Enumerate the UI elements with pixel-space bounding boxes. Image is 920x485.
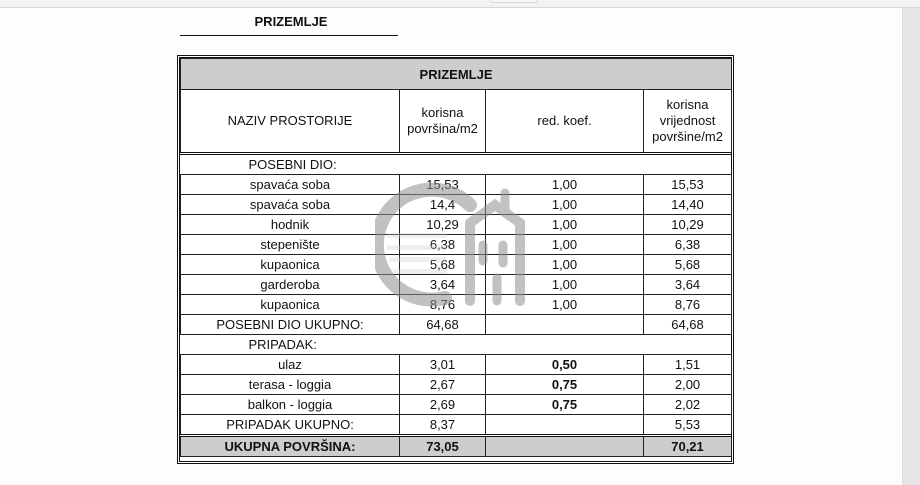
- coef-value: 0,50: [486, 355, 644, 375]
- table-row: [181, 235, 732, 255]
- column-header-name: NAZIV PROSTORIJE: [181, 90, 400, 154]
- useful-value: 15,53: [644, 175, 732, 195]
- useful-value: 14,40: [644, 195, 732, 215]
- area-value: 6,38: [400, 235, 486, 255]
- area-value: 10,29: [400, 215, 486, 235]
- table-row: [181, 215, 732, 235]
- useful-value: 5,68: [644, 255, 732, 275]
- coef-value: 1,00: [486, 295, 644, 315]
- room-name: balkon - loggia: [181, 395, 400, 415]
- coef-value: 1,00: [486, 275, 644, 295]
- total-row: [181, 436, 732, 457]
- coef-value: 1,00: [486, 195, 644, 215]
- useful-value: 10,29: [644, 215, 732, 235]
- area-value: 2,67: [400, 375, 486, 395]
- area-value: 64,68: [400, 315, 486, 335]
- room-name: kupaonica: [181, 295, 400, 315]
- room-name: UKUPNA POVRŠINA:: [181, 436, 400, 457]
- table-row: [181, 395, 732, 415]
- top-toolbar: [0, 0, 920, 8]
- room-name: PRIPADAK UKUPNO:: [181, 415, 400, 436]
- useful-value: 2,02: [644, 395, 732, 415]
- table-title: PRIZEMLJE: [181, 59, 732, 90]
- useful-value: 6,38: [644, 235, 732, 255]
- coef-value: 1,00: [486, 255, 644, 275]
- room-name: spavaća soba: [181, 195, 400, 215]
- area-value: 14,4: [400, 195, 486, 215]
- coef-value: 1,00: [486, 235, 644, 255]
- room-name: spavaća soba: [181, 175, 400, 195]
- useful-value: 64,68: [644, 315, 732, 335]
- table-title-row: [181, 59, 732, 90]
- table-row: [181, 375, 732, 395]
- area-value: 8,76: [400, 295, 486, 315]
- area-value: 73,05: [400, 436, 486, 457]
- room-name: hodnik: [181, 215, 400, 235]
- toolbar-tab[interactable]: [490, 0, 538, 3]
- page-heading: PRIZEMLJE: [180, 14, 398, 36]
- section-label-row: [181, 154, 732, 175]
- area-value: 2,69: [400, 395, 486, 415]
- coef-value: [486, 315, 644, 335]
- coef-value: 1,00: [486, 215, 644, 235]
- room-name: terasa - loggia: [181, 375, 400, 395]
- room-name: ulaz: [181, 355, 400, 375]
- column-header-area: korisna površina/m2: [400, 90, 486, 154]
- useful-value: 8,76: [644, 295, 732, 315]
- useful-value: 1,51: [644, 355, 732, 375]
- coef-value: 0,75: [486, 395, 644, 415]
- subtotal-row: [181, 415, 732, 436]
- area-value: 3,01: [400, 355, 486, 375]
- coef-value: 1,00: [486, 175, 644, 195]
- table-row: [181, 195, 732, 215]
- subtotal-row: [181, 315, 732, 335]
- area-value: 3,64: [400, 275, 486, 295]
- table-row: [181, 295, 732, 315]
- side-panel[interactable]: [902, 8, 920, 485]
- table-row: [181, 255, 732, 275]
- section-label-row: [181, 335, 732, 355]
- useful-value: 3,64: [644, 275, 732, 295]
- area-value: 5,68: [400, 255, 486, 275]
- room-name: garderoba: [181, 275, 400, 295]
- section-label: PRIPADAK:: [181, 335, 732, 355]
- area-table-container: [177, 55, 734, 464]
- table-row: [181, 175, 732, 195]
- area-value: 15,53: [400, 175, 486, 195]
- section-label: POSEBNI DIO:: [181, 154, 732, 175]
- table-row: [181, 355, 732, 375]
- area-table: [180, 58, 732, 457]
- coef-value: [486, 415, 644, 436]
- coef-value: 0,75: [486, 375, 644, 395]
- table-header-row: [181, 90, 732, 154]
- area-value: 8,37: [400, 415, 486, 436]
- useful-value: 2,00: [644, 375, 732, 395]
- useful-value: 5,53: [644, 415, 732, 436]
- coef-value: [486, 436, 644, 457]
- room-name: POSEBNI DIO UKUPNO:: [181, 315, 400, 335]
- room-name: kupaonica: [181, 255, 400, 275]
- column-header-value: korisna vrijednost površine/m2: [644, 90, 732, 154]
- column-header-coef: red. koef.: [486, 90, 644, 154]
- useful-value: 70,21: [644, 436, 732, 457]
- table-row: [181, 275, 732, 295]
- room-name: stepenište: [181, 235, 400, 255]
